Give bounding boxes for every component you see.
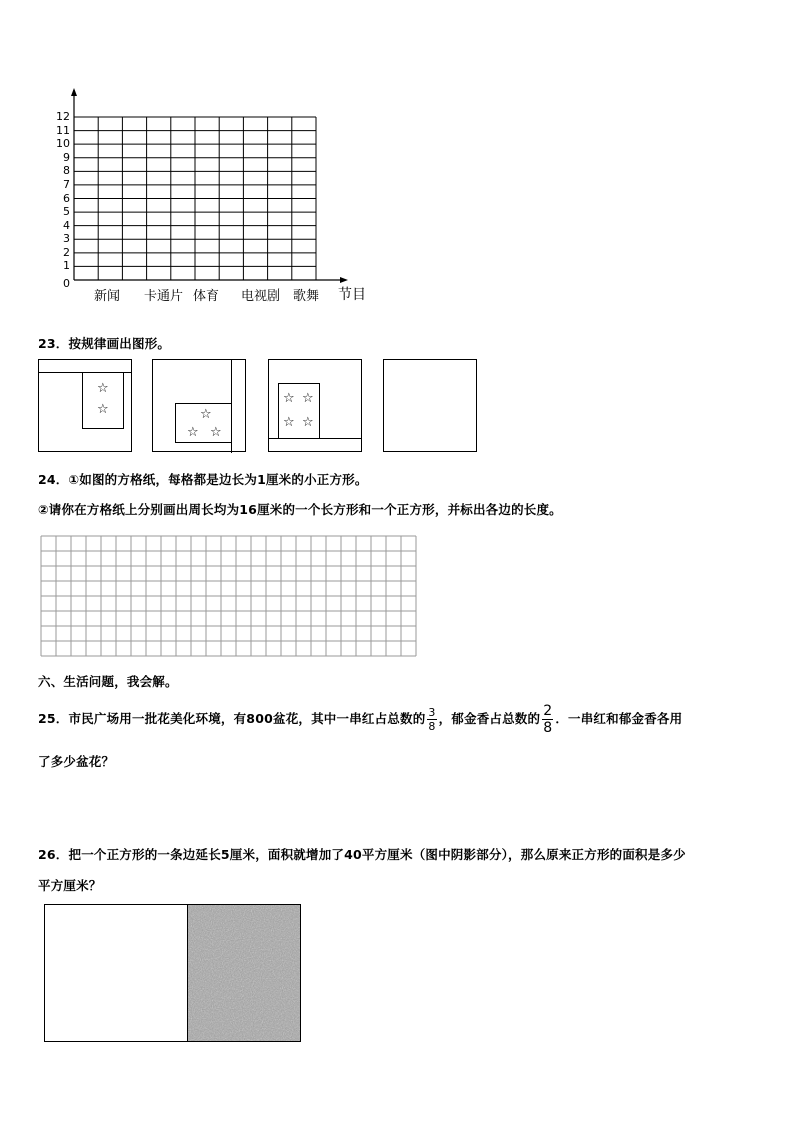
pattern-1-inner-rect: [82, 372, 124, 429]
question-26-line-2: 平方厘米？: [38, 878, 102, 893]
y-tick-label: 1: [63, 259, 70, 273]
y-tick-label: 0: [63, 277, 70, 290]
x-category-label: 歌舞: [293, 289, 320, 304]
pattern-figure-1: [38, 359, 132, 452]
y-tick-label: 5: [63, 205, 70, 219]
question-25-line-2: 了多少盆花？: [38, 754, 115, 769]
pattern-answer-box[interactable]: [383, 359, 477, 452]
question-25-text-part-2: ，郁金香占总数的: [438, 711, 541, 726]
fraction-three-eighths: [427, 707, 436, 732]
question-23-text: 23．按规律画出图形。: [38, 336, 171, 351]
star-icon: ☆: [210, 425, 222, 440]
y-tick-label: 8: [63, 164, 70, 178]
section-6-title: 六、生活问题，我会解。: [38, 674, 178, 689]
y-tick-label: 7: [63, 177, 70, 191]
question-26-line-1: 26．把一个正方形的一条边延长5厘米，面积就增加了40平方厘米（图中阴影部分），那么原来正方形的面积是多少: [38, 847, 686, 862]
y-tick-label: 12: [56, 110, 70, 123]
shaded-region: [188, 905, 300, 1041]
x-category-label: 卡通片: [144, 289, 184, 304]
fraction-denominator: 8: [428, 720, 436, 733]
y-tick-label: 11: [56, 123, 70, 137]
x-axis-arrow-icon: [340, 277, 348, 283]
y-tick-label: 6: [63, 191, 70, 205]
x-axis-title: 节目: [338, 287, 366, 303]
star-icon: ☆: [97, 402, 109, 417]
star-icon: ☆: [200, 407, 212, 422]
question-24-line-2: ②请你在方格纸上分别画出周长均为16厘米的一个长方形和一个正方形，并标出各边的长度。: [38, 502, 562, 517]
star-icon: ☆: [302, 415, 314, 430]
x-category-label: 电视剧: [241, 289, 281, 304]
square-extension-figure: [44, 904, 301, 1042]
graph-paper-grid[interactable]: [40, 535, 420, 660]
original-square: [45, 905, 188, 1041]
pattern-3-inner-rect: [278, 383, 320, 439]
pattern-figure-3: [268, 359, 362, 452]
star-icon: ☆: [187, 425, 199, 440]
star-icon: ☆: [302, 391, 314, 406]
pattern-figure-2: [152, 359, 246, 452]
question-24-line-1: 24．①如图的方格纸，每格都是边长为1厘米的小正方形。: [38, 472, 368, 487]
star-icon: ☆: [97, 381, 109, 396]
fraction-numerator: 3: [428, 706, 436, 719]
y-tick-label: 9: [63, 150, 70, 164]
fraction-denominator: 8: [543, 720, 553, 736]
question-25-text-part-1: 25．市民广场用一批花美化环境，有800盆花，其中一串红占总数的: [38, 711, 426, 726]
fraction-numerator: 2: [543, 703, 553, 719]
question-25-text-part-3: ．一串红和郁金香各用: [555, 711, 683, 726]
x-category-label: 新闻: [94, 289, 121, 304]
y-tick-label: 3: [63, 232, 70, 246]
y-tick-label: 10: [56, 137, 70, 151]
star-icon: ☆: [283, 391, 295, 406]
y-tick-label: 2: [63, 245, 70, 259]
pattern-2-inner-rect: [175, 403, 232, 443]
y-axis-arrow-icon: [71, 88, 77, 96]
bar-chart-grid: [0, 0, 400, 310]
x-category-label: 体育: [193, 289, 220, 304]
star-icon: ☆: [283, 415, 295, 430]
fraction-two-eighths: [542, 704, 553, 735]
y-tick-label: 4: [63, 218, 70, 232]
question-25-line-1: [38, 704, 682, 735]
